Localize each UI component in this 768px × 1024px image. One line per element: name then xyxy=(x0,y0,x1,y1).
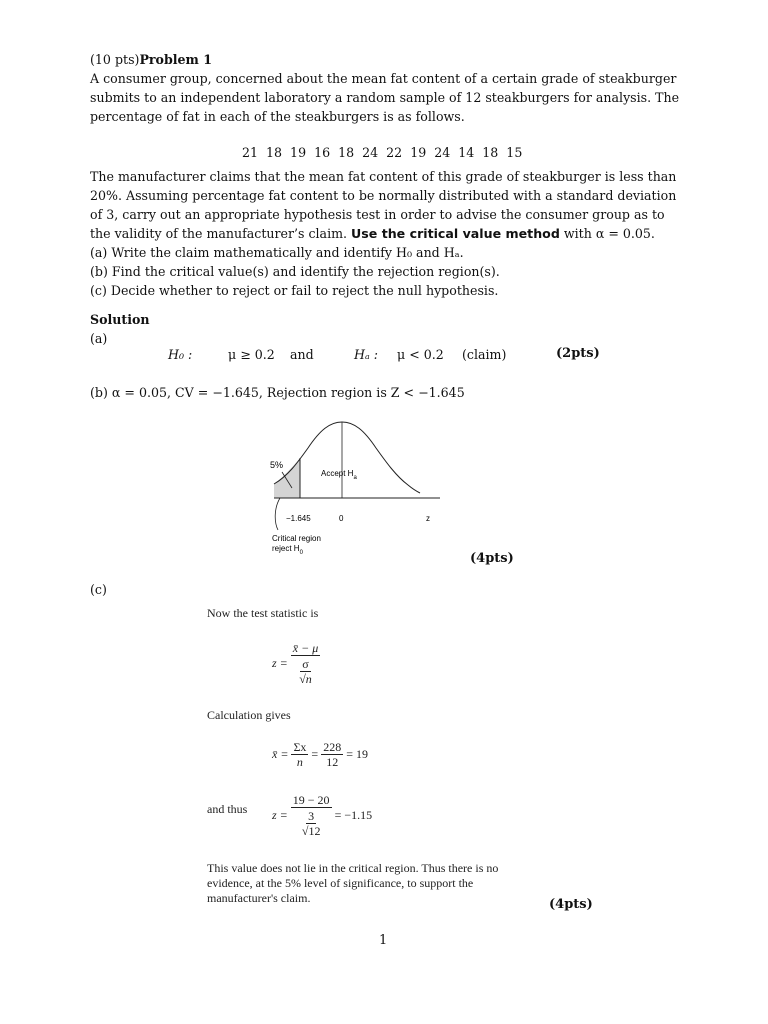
critical-region-label: Critical region xyxy=(272,534,321,543)
pct-label: 5% xyxy=(270,460,284,470)
cv-tick-label: −1.645 xyxy=(286,514,311,523)
conclusion-line-2: evidence, at the 5% level of significance, to support the xyxy=(207,876,474,890)
points-part-c: (4pts) xyxy=(549,897,593,912)
sum-value: 228 xyxy=(323,740,342,754)
page-number: 1 xyxy=(379,933,388,948)
claim-line-4-end: with α = 0.05. xyxy=(559,226,655,241)
claim-line-3: of 3, carry out an appropriate hypothesis test in order to advise the consumer group as to xyxy=(90,207,665,222)
z-formula-sqrt-n: √n xyxy=(299,672,312,686)
ha-label: Hₐ : xyxy=(354,347,378,362)
conclusion-line-3: manufacturer's claim. xyxy=(207,891,311,905)
claim-tag: (claim) xyxy=(462,347,507,362)
sample-size: 12 xyxy=(326,755,339,769)
problem-title: Problem 1 xyxy=(139,52,213,67)
claim-line-1: The manufacturer claims that the mean fat content of this grade of steakburger is less than xyxy=(90,169,677,184)
and-word: and xyxy=(290,347,314,362)
z-formula-numerator: x̄ − μ xyxy=(292,641,319,655)
n-denominator: n xyxy=(296,755,303,769)
solution-part-a-label: (a) xyxy=(90,331,108,346)
intro-line-2: submits to an independent laboratory a random sample of 12 steakburgers for analysis. The xyxy=(90,90,680,105)
intro-line-1: A consumer group, concerned about the mean fat content of a certain grade of steakburger xyxy=(90,71,677,86)
reject-label: reject $H_0$ xyxy=(272,544,303,556)
data-values: 21 18 19 16 18 24 22 19 24 14 18 15 xyxy=(242,145,523,160)
z-calc-sqrt: √12 xyxy=(301,824,321,838)
mean-result: = 19 xyxy=(346,747,368,761)
solution-part-c-label: (c) xyxy=(90,582,107,597)
points-part-a: (2pts) xyxy=(556,346,600,361)
ha-expression: μ < 0.2 xyxy=(397,347,444,362)
normal-curve-figure xyxy=(268,412,448,562)
z-formula: z = $\frac{x̄ - \mu}{\frac{\sigma}{√n}}$ xyxy=(272,641,319,686)
intro-line-3: percentage of fat in each of the steakburgers is as follows. xyxy=(90,109,465,124)
problem-header xyxy=(90,50,680,69)
axis-label: z xyxy=(426,514,430,523)
sum-x: Σx xyxy=(293,740,307,754)
points-part-b: (4pts) xyxy=(470,551,514,566)
conclusion-line-1: This value does not lie in the critical region. Thus there is no xyxy=(207,861,499,875)
part-b-question: (b) Find the critical value(s) and identify the rejection region(s). xyxy=(90,264,500,279)
calculation-intro: Calculation gives xyxy=(207,708,291,722)
solution-heading: Solution xyxy=(90,312,150,327)
critical-pointer xyxy=(275,498,280,530)
method-emphasis: Use the critical value method xyxy=(351,226,560,241)
claim-line-4-start: the validity of the manufacturer’s claim. xyxy=(90,226,352,241)
claim-line-2: 20%. Assuming percentage fat content to be normally distributed with a standard deviation xyxy=(90,188,677,203)
mean-formula: x̄ = $\frac{\Sigma x}{n}$ = $\frac{228}{12}$ = 19 xyxy=(272,740,368,769)
z-calculation: z = $\frac{19 - 20}{\frac{3}{√12}}$ = −1.15 xyxy=(272,793,373,838)
z-calc-sigma: 3 xyxy=(308,809,315,823)
zero-tick-label: 0 xyxy=(339,514,344,523)
z-result: = −1.15 xyxy=(334,808,373,822)
z-formula-sigma: σ xyxy=(302,657,309,671)
z-calc-numerator: 19 − 20 xyxy=(292,793,330,807)
and-thus-label: and thus xyxy=(207,802,248,816)
h0-label: H₀ : xyxy=(168,347,193,362)
solution-part-b: (b) α = 0.05, CV = −1.645, Rejection region is Z < −1.645 xyxy=(90,385,465,400)
part-a-question: (a) Write the claim mathematically and identify H₀ and Hₐ. xyxy=(90,245,464,260)
test-statistic-intro: Now the test statistic is xyxy=(207,606,319,620)
claim-line-4 xyxy=(90,224,680,243)
part-c-question: (c) Decide whether to reject or fail to reject the null hypothesis. xyxy=(90,283,499,298)
accept-label: Accept $H_a$ xyxy=(321,469,357,481)
h0-expression: μ ≥ 0.2 xyxy=(228,347,275,362)
points-prefix: (10 pts) xyxy=(90,52,140,67)
